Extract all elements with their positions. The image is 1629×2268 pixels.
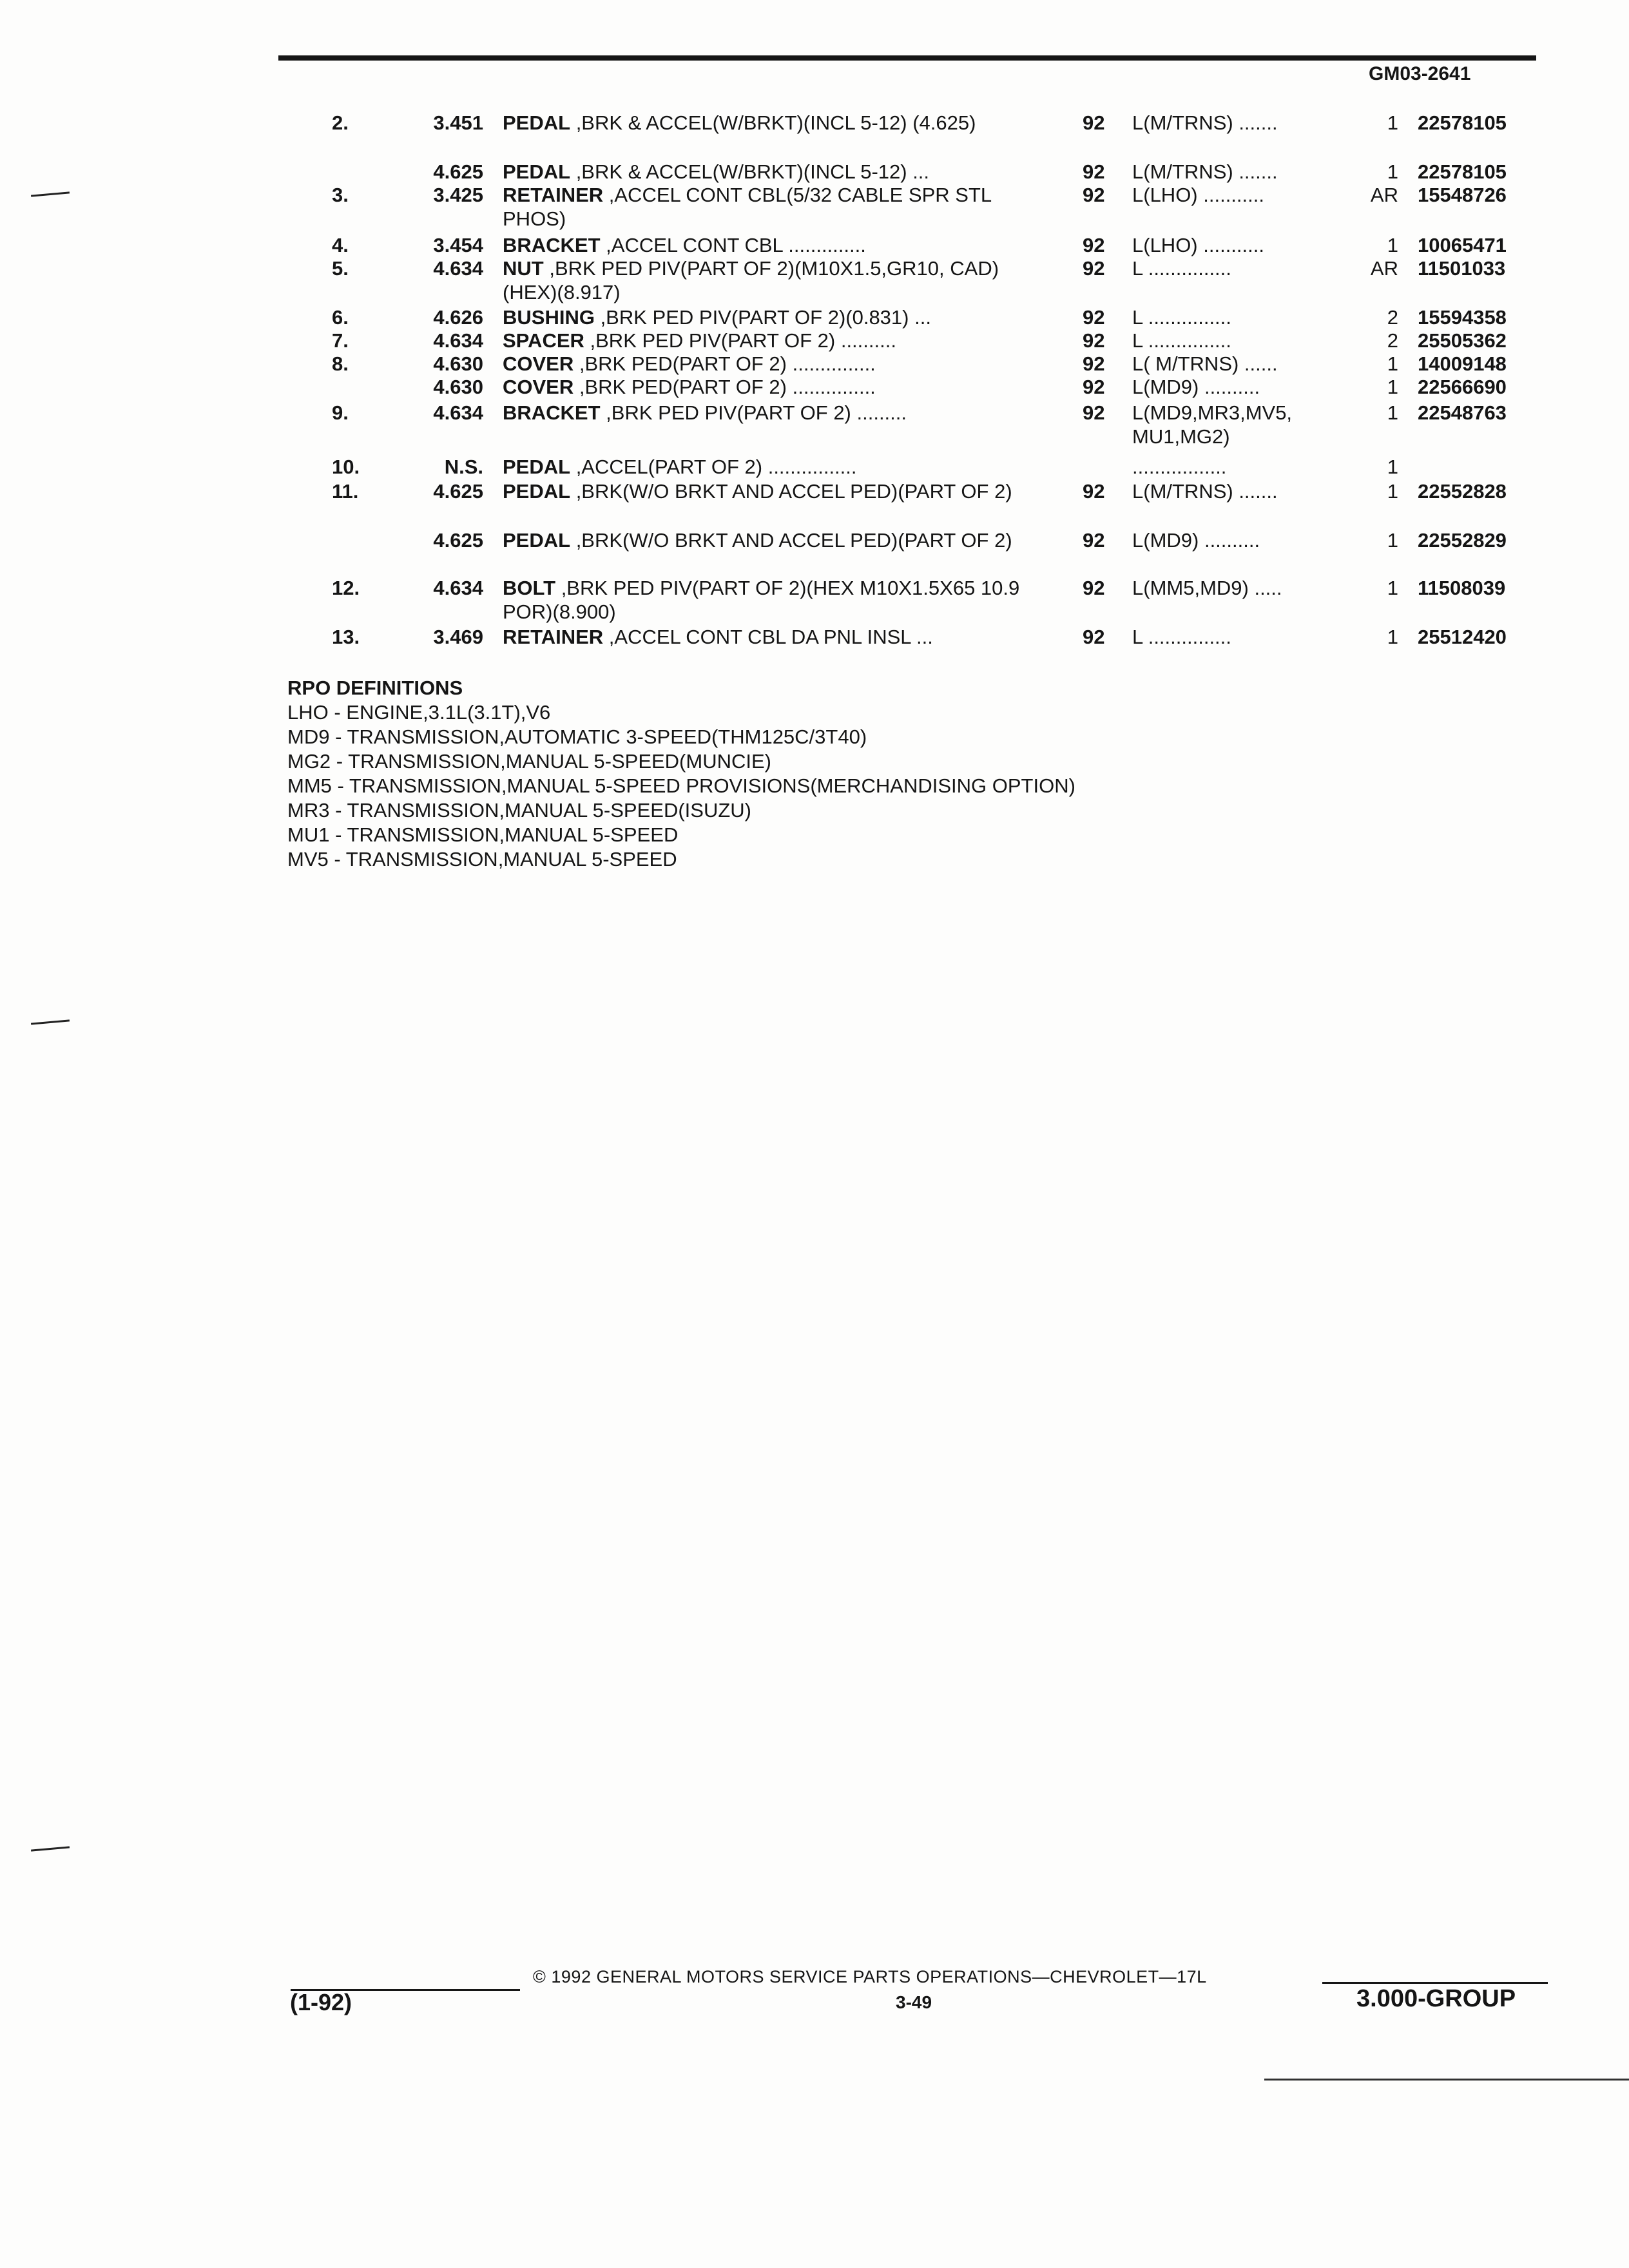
copyright-line: © 1992 GENERAL MOTORS SERVICE PARTS OPERATIONS—CHEVROLET—17L (533, 1967, 1207, 1986)
scan-edge-rule (1264, 2079, 1629, 2081)
part-row: 2. 3.451 PEDAL ,BRK & ACCEL(W/BRKT)(INCL 5-12) (4.625) 92 L(M/TRNS) ....... 1 22578105 (332, 111, 1507, 134)
rpo-item: LHO - ENGINE,3.1L(3.1T),V6 (287, 701, 551, 724)
footer-right-rule (1322, 1982, 1548, 1984)
part-row: 9. 4.634 BRACKET ,BRK PED PIV(PART OF 2) ......... 92 L(MD9,MR3,MV5, MU1,MG2) 1 22548763 (332, 401, 1507, 448)
part-row: 3. 3.425 RETAINER ,ACCEL CONT CBL(5/32 CABLE SPR STL PHOS) 92 L(LHO) ........... AR 15548726 (332, 184, 1507, 230)
rpo-item: MD9 - TRANSMISSION,AUTOMATIC 3-SPEED(THM125C/3T40) (287, 726, 867, 748)
binder-mark (31, 1846, 70, 1851)
group-label: 3.000-GROUP (1356, 1985, 1516, 2012)
rpo-heading: RPO DEFINITIONS (287, 677, 463, 699)
page-number: 3-49 (896, 1992, 932, 2012)
revision-date: (1-92) (290, 1989, 352, 2015)
part-row: 6. 4.626 BUSHING ,BRK PED PIV(PART OF 2)(0.831) ... 92 L ............... 2 15594358 (332, 306, 1507, 329)
part-row: 12. 4.634 BOLT ,BRK PED PIV(PART OF 2)(HEX M10X1.5X65 10.9 POR)(8.900) 92 L(MM5,MD9) ..... 1 11508039 (332, 577, 1506, 623)
rpo-item: MG2 - TRANSMISSION,MANUAL 5-SPEED(MUNCIE) (287, 750, 771, 773)
part-row: 10. N.S. PEDAL ,ACCEL(PART OF 2) ................ ................. 1 (332, 456, 1398, 478)
part-row: 4. 3.454 BRACKET ,ACCEL CONT CBL .............. 92 L(LHO) ........... 1 10065471 (332, 234, 1507, 256)
part-row: 11. 4.625 PEDAL ,BRK(W/O BRKT AND ACCEL PED)(PART OF 2) 92 L(M/TRNS) ....... 1 22552828 (332, 480, 1507, 503)
binder-mark (31, 1019, 70, 1024)
rpo-item: MV5 - TRANSMISSION,MANUAL 5-SPEED (287, 848, 677, 870)
part-row: 13. 3.469 RETAINER ,ACCEL CONT CBL DA PNL INSL ... 92 L ............... 1 25512420 (332, 626, 1507, 648)
part-row: 4.630 COVER ,BRK PED(PART OF 2) ............... 92 L(MD9) .......... 1 22566690 (433, 376, 1507, 398)
document-code: GM03-2641 (1369, 63, 1471, 84)
part-row: 8. 4.630 COVER ,BRK PED(PART OF 2) ............... 92 L( M/TRNS) ...... 1 14009148 (332, 352, 1507, 375)
part-row: 4.625 PEDAL ,BRK(W/O BRKT AND ACCEL PED)(PART OF 2) 92 L(MD9) .......... 1 22552829 (433, 529, 1507, 552)
rpo-item: MU1 - TRANSMISSION,MANUAL 5-SPEED (287, 823, 679, 846)
part-row: 4.625 PEDAL ,BRK & ACCEL(W/BRKT)(INCL 5-12) ... 92 L(M/TRNS) ....... 1 22578105 (433, 160, 1507, 183)
part-row: 7. 4.634 SPACER ,BRK PED PIV(PART OF 2) .......... 92 L ............... 2 25505362 (332, 329, 1507, 352)
rpo-item: MR3 - TRANSMISSION,MANUAL 5-SPEED(ISUZU) (287, 799, 751, 822)
rpo-definitions (287, 676, 1075, 872)
header-rule (278, 55, 1536, 61)
part-row: 5. 4.634 NUT ,BRK PED PIV(PART OF 2)(M10X1.5,GR10, CAD)(HEX)(8.917) 92 L ............... AR 11501033 (332, 257, 1506, 303)
rpo-item: MM5 - TRANSMISSION,MANUAL 5-SPEED PROVISIONS(MERCHANDISING OPTION) (287, 774, 1075, 797)
